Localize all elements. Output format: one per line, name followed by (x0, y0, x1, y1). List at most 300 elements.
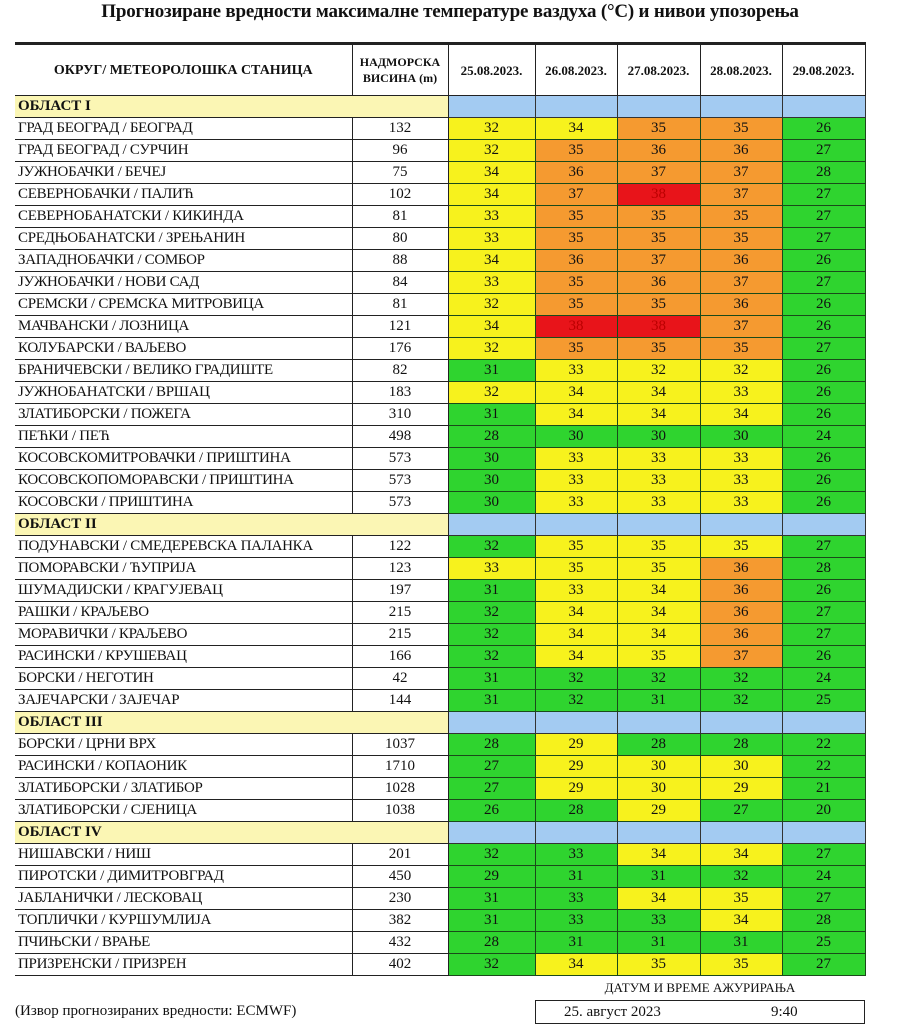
station-elevation: 498 (352, 426, 448, 448)
temperature-cell: 33 (535, 888, 617, 910)
temperature-cell: 28 (617, 734, 700, 756)
station-elevation: 310 (352, 404, 448, 426)
temperature-cell: 33 (448, 272, 535, 294)
temperature-cell: 27 (782, 228, 865, 250)
region-bar-cell (535, 96, 617, 118)
station-name: МОРАВИЧКИ / КРАЉЕВО (15, 624, 352, 646)
table-row (15, 734, 865, 756)
temperature-cell: 36 (535, 162, 617, 184)
temperature-cell: 37 (700, 646, 782, 668)
station-name: СЕВЕРНОБАЧКИ / ПАЛИЋ (15, 184, 352, 206)
temperature-cell: 35 (535, 228, 617, 250)
station-elevation: 450 (352, 866, 448, 888)
region-bar-cell (535, 822, 617, 844)
table-row (15, 360, 865, 382)
temperature-cell: 32 (700, 866, 782, 888)
temperature-cell: 33 (617, 448, 700, 470)
station-name: ЗАПАДНОБАЧКИ / СОМБОР (15, 250, 352, 272)
temperature-cell: 22 (782, 734, 865, 756)
temperature-cell: 35 (617, 338, 700, 360)
header-date: 27.08.2023. (617, 44, 700, 96)
temperature-cell: 27 (782, 602, 865, 624)
temperature-cell: 35 (700, 338, 782, 360)
temperature-cell: 34 (617, 580, 700, 602)
table-row (15, 338, 865, 360)
temperature-cell: 27 (782, 844, 865, 866)
table-row (15, 866, 865, 888)
temperature-cell: 32 (448, 140, 535, 162)
temperature-cell: 26 (782, 448, 865, 470)
table-row (15, 118, 865, 140)
temperature-cell: 37 (700, 162, 782, 184)
temperature-cell: 24 (782, 668, 865, 690)
table-row (15, 624, 865, 646)
station-name: РАШКИ / КРАЉЕВО (15, 602, 352, 624)
temperature-cell: 35 (535, 338, 617, 360)
temperature-cell: 34 (617, 888, 700, 910)
region-bar-cell (448, 96, 535, 118)
temperature-cell: 26 (782, 404, 865, 426)
table-row (15, 184, 865, 206)
table-row (15, 580, 865, 602)
temperature-cell: 33 (535, 910, 617, 932)
temperature-cell: 34 (617, 382, 700, 404)
update-label: ДАТУМ И ВРЕМЕ АЖУРИРАЊА (604, 980, 796, 995)
station-name: ПОДУНАВСКИ / СМЕДЕРЕВСКА ПАЛАНКА (15, 536, 352, 558)
header-elevation-line2: ВИСИНА (m) (362, 71, 438, 85)
station-name: БОРСКИ / ЦРНИ ВРХ (15, 734, 352, 756)
region-bar-cell (700, 712, 782, 734)
region-bar-cell (448, 822, 535, 844)
region-row (15, 822, 865, 844)
station-elevation: 230 (352, 888, 448, 910)
temperature-cell: 34 (448, 250, 535, 272)
temperature-cell: 35 (617, 646, 700, 668)
station-name: КОСОВСКОМИТРОВАЧКИ / ПРИШТИНА (15, 448, 352, 470)
region-bar-cell (782, 712, 865, 734)
forecast-table (15, 42, 866, 976)
temperature-cell: 34 (448, 316, 535, 338)
station-elevation: 1028 (352, 778, 448, 800)
table-row (15, 206, 865, 228)
table-row (15, 536, 865, 558)
region-label: ОБЛАСТ III (15, 712, 448, 734)
region-bar-cell (700, 514, 782, 536)
table-row (15, 294, 865, 316)
temperature-cell: 30 (448, 448, 535, 470)
temperature-cell: 34 (535, 118, 617, 140)
temperature-cell: 35 (535, 558, 617, 580)
region-bar-cell (535, 514, 617, 536)
table-row (15, 228, 865, 250)
station-elevation: 122 (352, 536, 448, 558)
station-name: ПЕЋКИ / ПЕЋ (15, 426, 352, 448)
station-name: СРЕМСКИ / СРЕМСКА МИТРОВИЦА (15, 294, 352, 316)
table-row (15, 492, 865, 514)
region-bar-cell (448, 712, 535, 734)
temperature-cell: 31 (448, 888, 535, 910)
update-time: 9:40 (771, 1004, 798, 1020)
temperature-cell: 35 (535, 536, 617, 558)
station-elevation: 176 (352, 338, 448, 360)
temperature-cell: 30 (448, 492, 535, 514)
station-name: РАСИНСКИ / КОПАОНИК (15, 756, 352, 778)
temperature-cell: 20 (782, 800, 865, 822)
temperature-cell: 36 (700, 250, 782, 272)
temperature-cell: 26 (782, 492, 865, 514)
temperature-cell: 27 (782, 140, 865, 162)
temperature-cell: 28 (782, 558, 865, 580)
temperature-cell: 26 (782, 294, 865, 316)
temperature-cell: 31 (448, 404, 535, 426)
station-name: ГРАД БЕОГРАД / СУРЧИН (15, 140, 352, 162)
station-elevation: 81 (352, 206, 448, 228)
temperature-cell: 38 (535, 316, 617, 338)
temperature-cell: 37 (617, 162, 700, 184)
temperature-cell: 34 (617, 844, 700, 866)
region-bar-cell (617, 822, 700, 844)
table-row (15, 602, 865, 624)
temperature-cell: 33 (535, 492, 617, 514)
temperature-cell: 27 (448, 756, 535, 778)
temperature-cell: 31 (448, 910, 535, 932)
region-bar-cell (700, 96, 782, 118)
temperature-cell: 28 (448, 734, 535, 756)
station-elevation: 432 (352, 932, 448, 954)
temperature-cell: 35 (700, 118, 782, 140)
region-row (15, 712, 865, 734)
station-name: ЈУЖНОБАНАТСКИ / ВРШАЦ (15, 382, 352, 404)
temperature-cell: 34 (535, 602, 617, 624)
header-elevation (352, 44, 448, 96)
region-bar-cell (782, 514, 865, 536)
station-name: РАСИНСКИ / КРУШЕВАЦ (15, 646, 352, 668)
region-bar-cell (617, 712, 700, 734)
temperature-cell: 34 (700, 844, 782, 866)
temperature-cell: 34 (617, 404, 700, 426)
temperature-cell: 35 (535, 272, 617, 294)
station-name: БРАНИЧЕВСКИ / ВЕЛИКО ГРАДИШТЕ (15, 360, 352, 382)
temperature-cell: 27 (782, 184, 865, 206)
table-row (15, 888, 865, 910)
station-elevation: 1710 (352, 756, 448, 778)
temperature-cell: 31 (617, 690, 700, 712)
page-title: Прогнозиране вредности максималне температуре ваздуха (°C) и нивои упозорења (101, 1, 799, 22)
temperature-cell: 31 (448, 668, 535, 690)
temperature-cell: 34 (700, 404, 782, 426)
region-row (15, 96, 865, 118)
station-elevation: 573 (352, 448, 448, 470)
temperature-cell: 26 (448, 800, 535, 822)
temperature-cell: 35 (535, 140, 617, 162)
temperature-cell: 25 (782, 690, 865, 712)
temperature-cell: 32 (448, 118, 535, 140)
temperature-cell: 27 (782, 206, 865, 228)
temperature-cell: 35 (700, 206, 782, 228)
region-bar-cell (617, 96, 700, 118)
table-row (15, 470, 865, 492)
header-station: ОКРУГ/ МЕТЕОРОЛОШКА СТАНИЦА (15, 44, 352, 96)
temperature-cell: 35 (700, 228, 782, 250)
temperature-cell: 27 (782, 954, 865, 976)
temperature-cell: 27 (782, 536, 865, 558)
temperature-cell: 32 (448, 294, 535, 316)
station-elevation: 201 (352, 844, 448, 866)
table-row (15, 756, 865, 778)
temperature-cell: 33 (700, 470, 782, 492)
region-label: ОБЛАСТ II (15, 514, 448, 536)
temperature-cell: 34 (617, 624, 700, 646)
temperature-cell: 36 (700, 558, 782, 580)
temperature-cell: 34 (535, 624, 617, 646)
station-elevation: 215 (352, 602, 448, 624)
station-elevation: 84 (352, 272, 448, 294)
table-row (15, 778, 865, 800)
temperature-cell: 26 (782, 646, 865, 668)
temperature-cell: 35 (617, 118, 700, 140)
temperature-cell: 36 (535, 250, 617, 272)
temperature-cell: 32 (448, 602, 535, 624)
temperature-cell: 36 (700, 602, 782, 624)
temperature-cell: 24 (782, 866, 865, 888)
table-row (15, 272, 865, 294)
station-name: ШУМАДИЈСКИ / КРАГУЈЕВАЦ (15, 580, 352, 602)
temperature-cell: 34 (535, 382, 617, 404)
station-name: СЕВЕРНОБАНАТСКИ / КИКИНДА (15, 206, 352, 228)
station-name: МАЧВАНСКИ / ЛОЗНИЦА (15, 316, 352, 338)
station-elevation: 573 (352, 492, 448, 514)
temperature-cell: 37 (700, 272, 782, 294)
table-row (15, 404, 865, 426)
temperature-cell: 31 (448, 360, 535, 382)
temperature-cell: 33 (617, 470, 700, 492)
region-row (15, 514, 865, 536)
temperature-cell: 33 (535, 844, 617, 866)
temperature-cell: 31 (535, 932, 617, 954)
temperature-cell: 31 (448, 580, 535, 602)
temperature-cell: 34 (535, 954, 617, 976)
table-header-row (15, 44, 865, 96)
table-row (15, 690, 865, 712)
temperature-cell: 32 (700, 668, 782, 690)
temperature-cell: 36 (617, 272, 700, 294)
temperature-cell: 34 (700, 910, 782, 932)
temperature-cell: 27 (782, 338, 865, 360)
station-elevation: 1038 (352, 800, 448, 822)
header-date: 29.08.2023. (782, 44, 865, 96)
table-row (15, 844, 865, 866)
station-elevation: 402 (352, 954, 448, 976)
temperature-cell: 32 (535, 690, 617, 712)
table-row (15, 162, 865, 184)
table-row (15, 668, 865, 690)
station-elevation: 82 (352, 360, 448, 382)
temperature-cell: 33 (448, 206, 535, 228)
temperature-cell: 33 (448, 228, 535, 250)
table-row (15, 382, 865, 404)
station-elevation: 573 (352, 470, 448, 492)
temperature-cell: 27 (448, 778, 535, 800)
temperature-cell: 35 (700, 536, 782, 558)
temperature-cell: 30 (617, 778, 700, 800)
temperature-cell: 35 (617, 294, 700, 316)
station-name: ЗЛАТИБОРСКИ / СЈЕНИЦА (15, 800, 352, 822)
temperature-cell: 29 (535, 756, 617, 778)
station-elevation: 1037 (352, 734, 448, 756)
temperature-cell: 38 (617, 184, 700, 206)
temperature-cell: 30 (535, 426, 617, 448)
temperature-cell: 32 (448, 844, 535, 866)
station-name: ЈУЖНОБАЧКИ / НОВИ САД (15, 272, 352, 294)
temperature-cell: 27 (782, 624, 865, 646)
temperature-cell: 32 (448, 382, 535, 404)
temperature-cell: 37 (617, 250, 700, 272)
temperature-cell: 26 (782, 250, 865, 272)
station-elevation: 75 (352, 162, 448, 184)
station-elevation: 88 (352, 250, 448, 272)
temperature-cell: 35 (535, 294, 617, 316)
station-elevation: 382 (352, 910, 448, 932)
temperature-cell: 36 (700, 580, 782, 602)
temperature-cell: 35 (617, 558, 700, 580)
temperature-cell: 31 (535, 866, 617, 888)
temperature-cell: 29 (700, 778, 782, 800)
station-elevation: 121 (352, 316, 448, 338)
temperature-cell: 36 (617, 140, 700, 162)
region-bar-cell (782, 96, 865, 118)
temperature-cell: 28 (700, 734, 782, 756)
temperature-cell: 32 (448, 338, 535, 360)
table-row (15, 932, 865, 954)
header-elevation-line1: НАДМОРСКА (359, 55, 441, 69)
temperature-cell: 25 (782, 932, 865, 954)
station-name: ЈУЖНОБАЧКИ / БЕЧЕЈ (15, 162, 352, 184)
station-name: СРЕДЊОБАНАТСКИ / ЗРЕЊАНИН (15, 228, 352, 250)
table-row (15, 426, 865, 448)
temperature-cell: 33 (700, 382, 782, 404)
temperature-cell: 26 (782, 382, 865, 404)
temperature-cell: 33 (617, 492, 700, 514)
temperature-cell: 28 (535, 800, 617, 822)
region-bar-cell (535, 712, 617, 734)
temperature-cell: 38 (617, 316, 700, 338)
temperature-cell: 24 (782, 426, 865, 448)
station-elevation: 183 (352, 382, 448, 404)
temperature-cell: 30 (617, 426, 700, 448)
temperature-cell: 28 (448, 932, 535, 954)
station-name: КОСОВСКОПОМОРАВСКИ / ПРИШТИНА (15, 470, 352, 492)
temperature-cell: 29 (535, 734, 617, 756)
temperature-cell: 27 (700, 800, 782, 822)
region-bar-cell (782, 822, 865, 844)
station-name: ПЧИЊСКИ / ВРАЊЕ (15, 932, 352, 954)
temperature-cell: 35 (535, 206, 617, 228)
station-elevation: 132 (352, 118, 448, 140)
header-date: 28.08.2023. (700, 44, 782, 96)
temperature-cell: 29 (448, 866, 535, 888)
temperature-cell: 37 (700, 184, 782, 206)
temperature-cell: 27 (782, 272, 865, 294)
station-elevation: 80 (352, 228, 448, 250)
temperature-cell: 33 (535, 448, 617, 470)
temperature-cell: 36 (700, 294, 782, 316)
table-row (15, 250, 865, 272)
table-row (15, 954, 865, 976)
temperature-cell: 26 (782, 316, 865, 338)
temperature-cell: 28 (782, 910, 865, 932)
station-elevation: 96 (352, 140, 448, 162)
temperature-cell: 26 (782, 580, 865, 602)
temperature-cell: 34 (448, 162, 535, 184)
region-bar-cell (448, 514, 535, 536)
temperature-cell: 30 (448, 470, 535, 492)
temperature-cell: 31 (617, 866, 700, 888)
table-row (15, 558, 865, 580)
table-row (15, 910, 865, 932)
temperature-cell: 32 (700, 690, 782, 712)
region-label: ОБЛАСТ I (15, 96, 448, 118)
temperature-cell: 32 (448, 624, 535, 646)
temperature-cell: 26 (782, 470, 865, 492)
station-elevation: 42 (352, 668, 448, 690)
temperature-cell: 31 (448, 690, 535, 712)
station-name: ПРИЗРЕНСКИ / ПРИЗРЕН (15, 954, 352, 976)
station-elevation: 81 (352, 294, 448, 316)
temperature-cell: 35 (617, 206, 700, 228)
station-name: КОСОВСКИ / ПРИШТИНА (15, 492, 352, 514)
update-date: 25. август 2023 (564, 1004, 661, 1020)
temperature-cell: 35 (617, 954, 700, 976)
station-name: ТОПЛИЧКИ / КУРШУМЛИЈА (15, 910, 352, 932)
temperature-cell: 35 (700, 888, 782, 910)
temperature-cell: 37 (535, 184, 617, 206)
update-box (535, 1000, 865, 1024)
temperature-cell: 30 (700, 756, 782, 778)
table-row (15, 800, 865, 822)
temperature-cell: 32 (700, 360, 782, 382)
temperature-cell: 32 (617, 668, 700, 690)
table-row (15, 448, 865, 470)
temperature-cell: 33 (448, 558, 535, 580)
table-row (15, 316, 865, 338)
station-elevation: 197 (352, 580, 448, 602)
temperature-cell: 31 (700, 932, 782, 954)
station-name: ПИРОТСКИ / ДИМИТРОВГРАД (15, 866, 352, 888)
temperature-cell: 33 (535, 470, 617, 492)
station-elevation: 144 (352, 690, 448, 712)
temperature-cell: 37 (700, 316, 782, 338)
temperature-cell: 36 (700, 140, 782, 162)
station-name: ЗЛАТИБОРСКИ / ЗЛАТИБОР (15, 778, 352, 800)
temperature-cell: 32 (448, 646, 535, 668)
temperature-cell: 22 (782, 756, 865, 778)
station-name: ГРАД БЕОГРАД / БЕОГРАД (15, 118, 352, 140)
temperature-cell: 32 (617, 360, 700, 382)
temperature-cell: 32 (535, 668, 617, 690)
temperature-cell: 35 (700, 954, 782, 976)
temperature-cell: 35 (617, 228, 700, 250)
temperature-cell: 27 (782, 888, 865, 910)
region-bar-cell (700, 822, 782, 844)
header-date: 26.08.2023. (535, 44, 617, 96)
station-name: ЗЛАТИБОРСКИ / ПОЖЕГА (15, 404, 352, 426)
temperature-cell: 29 (535, 778, 617, 800)
temperature-cell: 33 (535, 580, 617, 602)
temperature-cell: 33 (535, 360, 617, 382)
temperature-cell: 35 (617, 536, 700, 558)
temperature-cell: 28 (782, 162, 865, 184)
station-elevation: 166 (352, 646, 448, 668)
